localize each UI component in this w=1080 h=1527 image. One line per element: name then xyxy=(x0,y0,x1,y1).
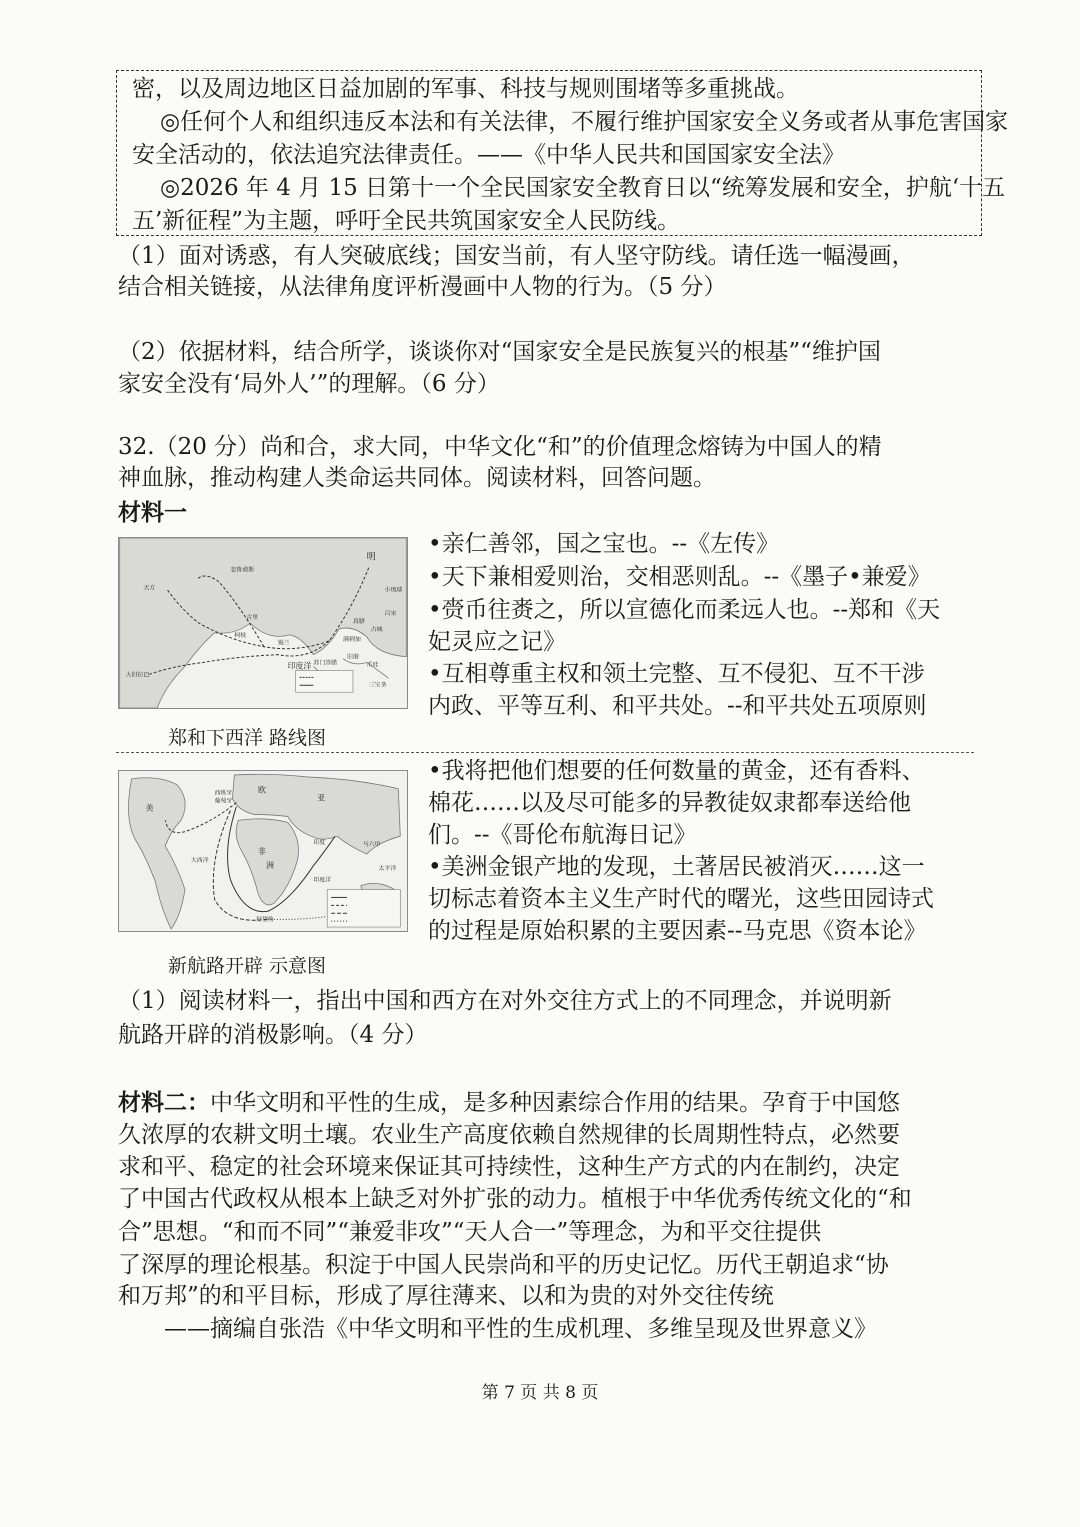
box-line: ◎任何个人和组织违反本法和有关法律，不履行维护国家安全义务或者从事危害国家 xyxy=(160,109,1009,135)
map1-label: 真腊 xyxy=(352,618,365,625)
map1-label: 三宝垄 xyxy=(368,681,387,689)
quote2-line: 棉花……以及尽可能多的异教徒奴隶都奉送给他 xyxy=(428,790,911,816)
quote2-line: •美洲金银产地的发现，土著居民被消灭……这一 xyxy=(428,854,925,880)
box-line: 密，以及周边地区日益加剧的军事、科技与规则围堵等多重挑战。 xyxy=(132,76,799,102)
map1-label: 旧港 xyxy=(347,653,359,661)
map1-label: 小琉球 xyxy=(384,586,403,594)
map1-label: 占城 xyxy=(370,625,383,633)
map2-label: 美 xyxy=(145,803,154,813)
q32-intro-line: 神血脉，推动构建人类命运共同体。阅读材料，回答问题。 xyxy=(118,465,716,491)
section-divider xyxy=(116,752,974,753)
q32-sub1-line: （1）阅读材料一，指出中国和西方在对外交往方式上的不同理念，并说明新 xyxy=(118,988,892,1014)
material2-line: 和万邦”的和平目标，形成了厚往薄来、以和为贵的对外交往传统 xyxy=(118,1283,774,1309)
map1-label: 满剌加 xyxy=(343,635,361,643)
material2-first-line xyxy=(118,1086,900,1120)
map1-label: 吕宋 xyxy=(384,610,397,618)
quote2-line: 切标志着资本主义生产时代的曙光，这些田园诗式 xyxy=(428,886,934,912)
material2-line: 求和平、稳定的社会环境来保证其可持续性，这种生产方式的内在制约，决定 xyxy=(118,1154,900,1180)
quote1-line: •亲仁善邻，国之宝也。--《左传》 xyxy=(428,531,780,557)
map1-label: 古里 xyxy=(246,614,259,622)
map1-label: 柯枝 xyxy=(234,631,247,639)
quote2-line: 们。--《哥伦布航海日记》 xyxy=(428,822,697,848)
material2-label: 材料二： xyxy=(118,1089,210,1116)
material2-line: 了中国古代政权从根本上缺乏对外扩张的动力。植根于中华优秀传统文化的“和 xyxy=(118,1186,912,1212)
material2-line: 合”思想。“和而不同”“兼爱非攻”“天人合一”等理念，为和平交往提供 xyxy=(118,1219,822,1245)
box-line: 安全活动的，依法追究法律责任。——《中华人民共和国国家安全法》 xyxy=(132,142,845,168)
box-line: ◎2026 年 4 月 15 日第十一个全民国家安全教育日以“统筹发展和安全，护航‘十五 xyxy=(160,175,1006,201)
map1-label: 印度洋 xyxy=(287,661,312,671)
page-footer: 第 7 页 共 8 页 xyxy=(481,1383,599,1403)
quote2-line: 的过程是原始积累的主要因素--马克思《资本论》 xyxy=(428,918,927,944)
zhenghe-route-map xyxy=(118,537,408,709)
material2-line: 久浓厚的农耕文明土壤。农业生产高度依赖自然规律的长周期性特点，必然要 xyxy=(118,1122,900,1148)
map2-label: 好望角 xyxy=(256,917,274,924)
map2-label: 印度 xyxy=(313,840,326,847)
q31-sub1-line: （1）面对诱惑，有人突破底线；国安当前，有人坚守防线。请任选一幅漫画， xyxy=(118,243,915,269)
map2-label: 亚 xyxy=(317,793,326,803)
quote2-line: •我将把他们想要的任何数量的黄金，还有香料、 xyxy=(428,758,925,784)
map2-label: 马六甲 xyxy=(362,842,381,849)
map2-caption: 新航路开辟 示意图 xyxy=(168,955,327,977)
quote1-line: •天下兼相爱则治，交相恶则乱。--《墨子•兼爱》 xyxy=(428,564,931,590)
material2-line: 中华文明和平性的生成，是多种因素综合作用的结果。孕育于中国悠 xyxy=(210,1090,900,1116)
map2-label: 欧 xyxy=(258,785,266,795)
map2-label: 西班牙 xyxy=(214,790,233,797)
map1-label: 锡兰 xyxy=(277,639,290,647)
map1-label: 苏门答腊 xyxy=(313,659,338,667)
quote1-line: •互相尊重主权和领土完整、互不侵犯、互不干涉 xyxy=(428,661,925,687)
map1-label: 天方 xyxy=(143,584,156,592)
material2-line: 了深厚的理论根基。积淀于中国人民崇尚和平的历史记忆。历代王朝追求“协 xyxy=(118,1252,889,1278)
quote1-line: 内政、平等互利、和平共处。--和平共处五项原则 xyxy=(428,693,927,719)
map2-label: 印度洋 xyxy=(313,877,332,884)
map1-label: 忽鲁谟斯 xyxy=(230,566,255,574)
map2-label: 葡萄牙 xyxy=(214,798,233,805)
map2-label: 洲 xyxy=(265,860,274,870)
zhenghe-route-svg xyxy=(119,538,407,708)
material2-source: ——摘编自张浩《中华文明和平性的生成机理、多维呈现及世界意义》 xyxy=(164,1316,877,1342)
box-line: 五’新征程”为主题，呼吁全民共筑国家安全人民防线。 xyxy=(132,208,681,234)
map2-label: 太平洋 xyxy=(378,865,397,872)
q32-intro-line: 32.（20 分）尚和合，求大同，中华文化“和”的价值理念熔铸为中国人的精 xyxy=(118,434,882,460)
map1-label: 大旧拉巴 xyxy=(125,671,150,679)
quote1-line: •赍币往赉之，所以宣德化而柔远人也。--郑和《天 xyxy=(428,597,941,623)
map2-label: 大西洋 xyxy=(190,857,209,864)
map1-label: 明 xyxy=(366,552,376,563)
q31-sub1-line: 结合相关链接，从法律角度评析漫画中人物的行为。（5 分） xyxy=(118,274,727,300)
q32-sub1-line: 航路开辟的消极影响。（4 分） xyxy=(118,1022,428,1048)
new-routes-map xyxy=(118,770,408,932)
q31-sub2-line: （2）依据材料，结合所学，谈谈你对“国家安全是民族复兴的根基”“维护国 xyxy=(118,339,881,365)
map1-caption: 郑和下西洋 路线图 xyxy=(168,727,327,749)
material1-label: 材料一 xyxy=(118,499,187,526)
map1-label: 爪哇 xyxy=(366,661,379,669)
map2-label: 非 xyxy=(258,846,266,856)
new-routes-svg xyxy=(119,771,407,931)
quote1-line: 妃灵应之记》 xyxy=(428,629,566,655)
q31-sub2-line: 家安全没有‘局外人’”的理解。（6 分） xyxy=(118,371,500,397)
